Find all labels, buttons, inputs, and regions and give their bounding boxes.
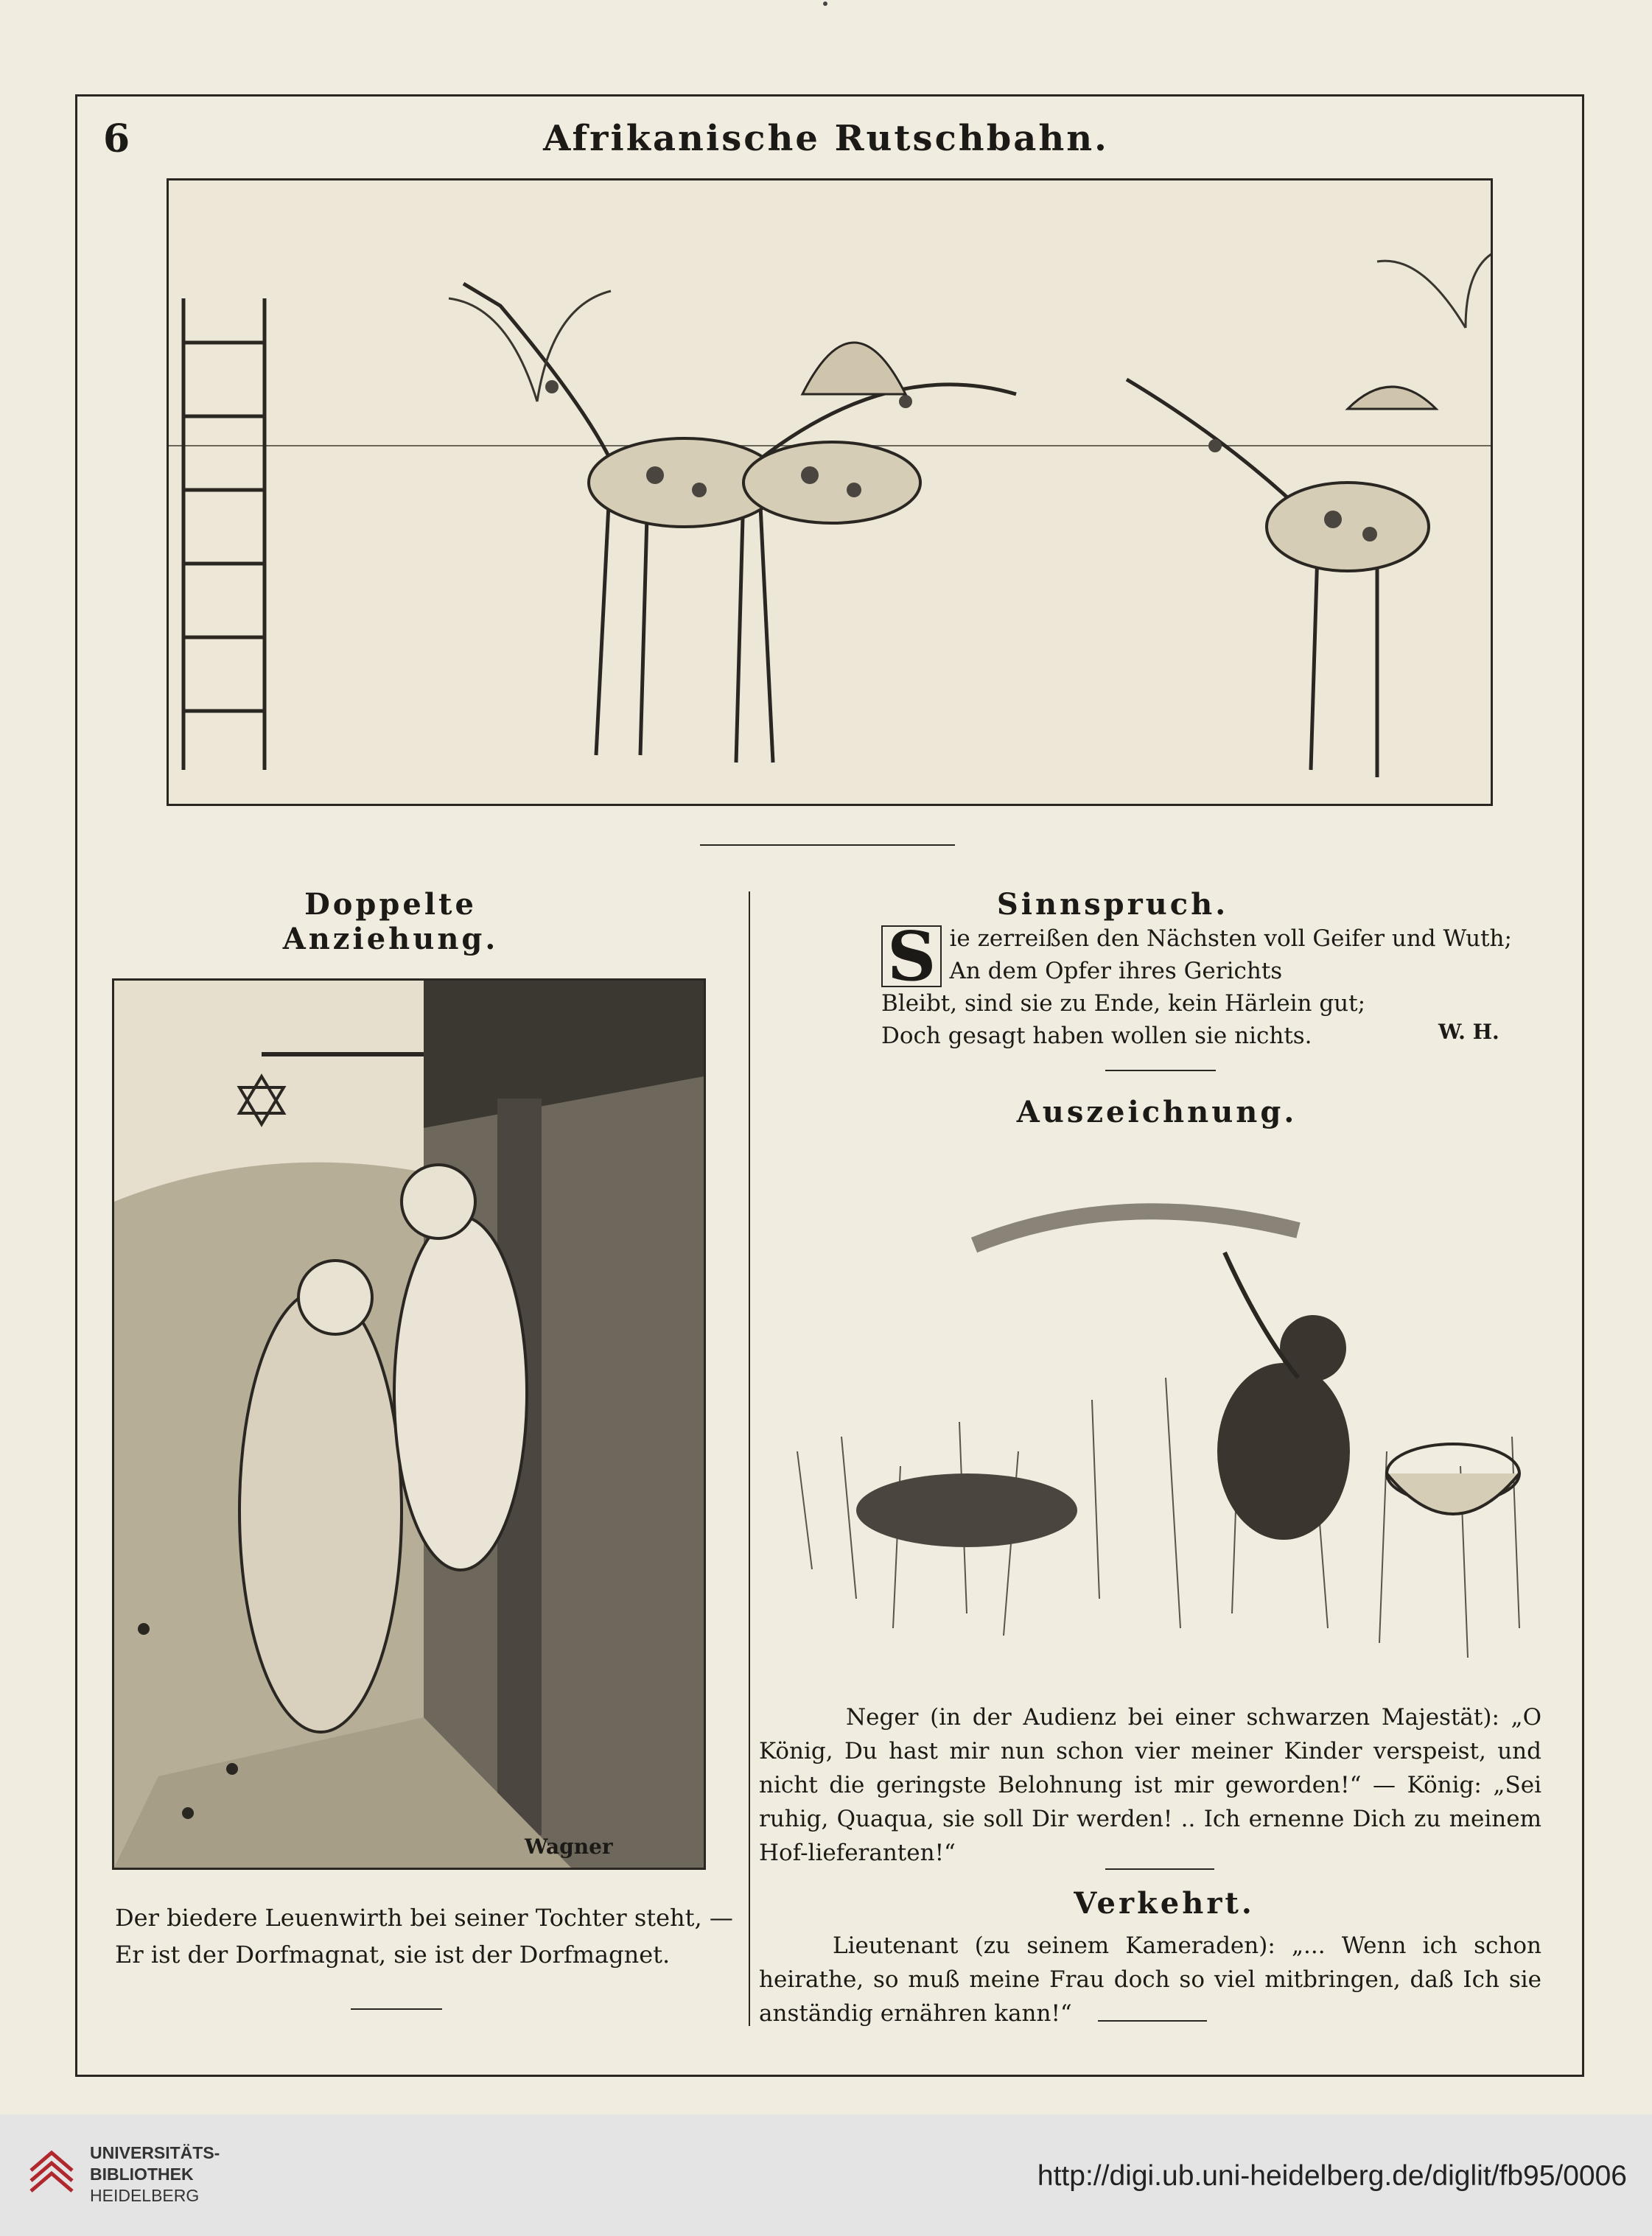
column-separator [749,891,750,2026]
heading-verkehrt: Verkehrt. [1074,1886,1255,1921]
library-name-line-1: UNIVERSITÄTS- [90,2143,220,2162]
scan-mark [823,1,827,6]
heading-auszeichnung: Auszeichnung. [1016,1095,1298,1129]
giraffe-slide-illustration [167,178,1493,806]
viewer-footer [0,2114,1652,2236]
library-name [90,2142,220,2207]
page-title: Afrikanische Rutschbahn. [543,118,1109,159]
library-name-line-3: HEIDELBERG [90,2186,200,2205]
poem-line-4: Doch gesagt haben wollen sie nichts. [881,1023,1312,1049]
caption-line-2: Er ist der Dorfmagnat, sie ist der Dorfmagnet. [115,1941,671,1969]
poem-signature: W. H. [1438,1020,1499,1044]
savanna-drawing [783,1157,1543,1687]
caption-line-1: Der biedere Leuenwirth bei seiner Tochter steht, — [115,1904,733,1932]
text-verkehrt: Lieutenant (zu seinem Kameraden): „... Wenn ich schon heirathe, so muß meine Frau doch so viel mitbringen, daß Ich sie anständig ernähren kann!“ [759,1932,1541,2027]
divider-sinnspruch [1105,1070,1216,1071]
heading-sinnspruch: Sinnspruch. [996,887,1229,922]
poem-line-2: An dem Opfer ihres Gerichts [949,958,1283,984]
tavern-illustration [112,978,706,1870]
tavern-drawing [114,981,704,1868]
permalink-url[interactable]: http://digi.ub.uni-heidelberg.de/diglit/fb95/0006 [1037,2160,1627,2192]
page-number: 6 [103,116,130,161]
poem-line-1: ie zerreißen den Nächsten voll Geifer und Wuth; [949,925,1512,952]
caption-doppelte-anziehung [115,1899,733,1973]
drop-cap: S [881,925,942,987]
divider-left-bottom [351,2008,442,2010]
text-auszeichnung: Neger (in der Audienz bei einer schwarzen Majestät): „O König, Du hast mir nun schon vier meiner Kinder verspeist, und nicht die geringste Belohnung ist mir geworden!“ — König: „Sei ruhig, Quaqua, sie soll Dir werden! .. Ich ernenne Dich zu meinem Hof-lieferanten!“ [759,1704,1541,1866]
divider-top [700,844,955,846]
divider-verkehrt [1098,2020,1207,2022]
savanna-illustration [783,1157,1543,1687]
divider-auszeichnung [1105,1868,1214,1870]
heading-doppelte-anziehung: Doppelte Anziehung. [282,887,499,956]
library-name-line-2: BIBLIOTHEK [90,2165,194,2184]
illustrator-signature: Wagner [525,1834,613,1859]
giraffe-slide-drawing [169,181,1491,804]
library-logo-icon [24,2145,80,2201]
poem-line-3: Bleibt, sind sie zu Ende, kein Härlein gut; [881,990,1366,1017]
